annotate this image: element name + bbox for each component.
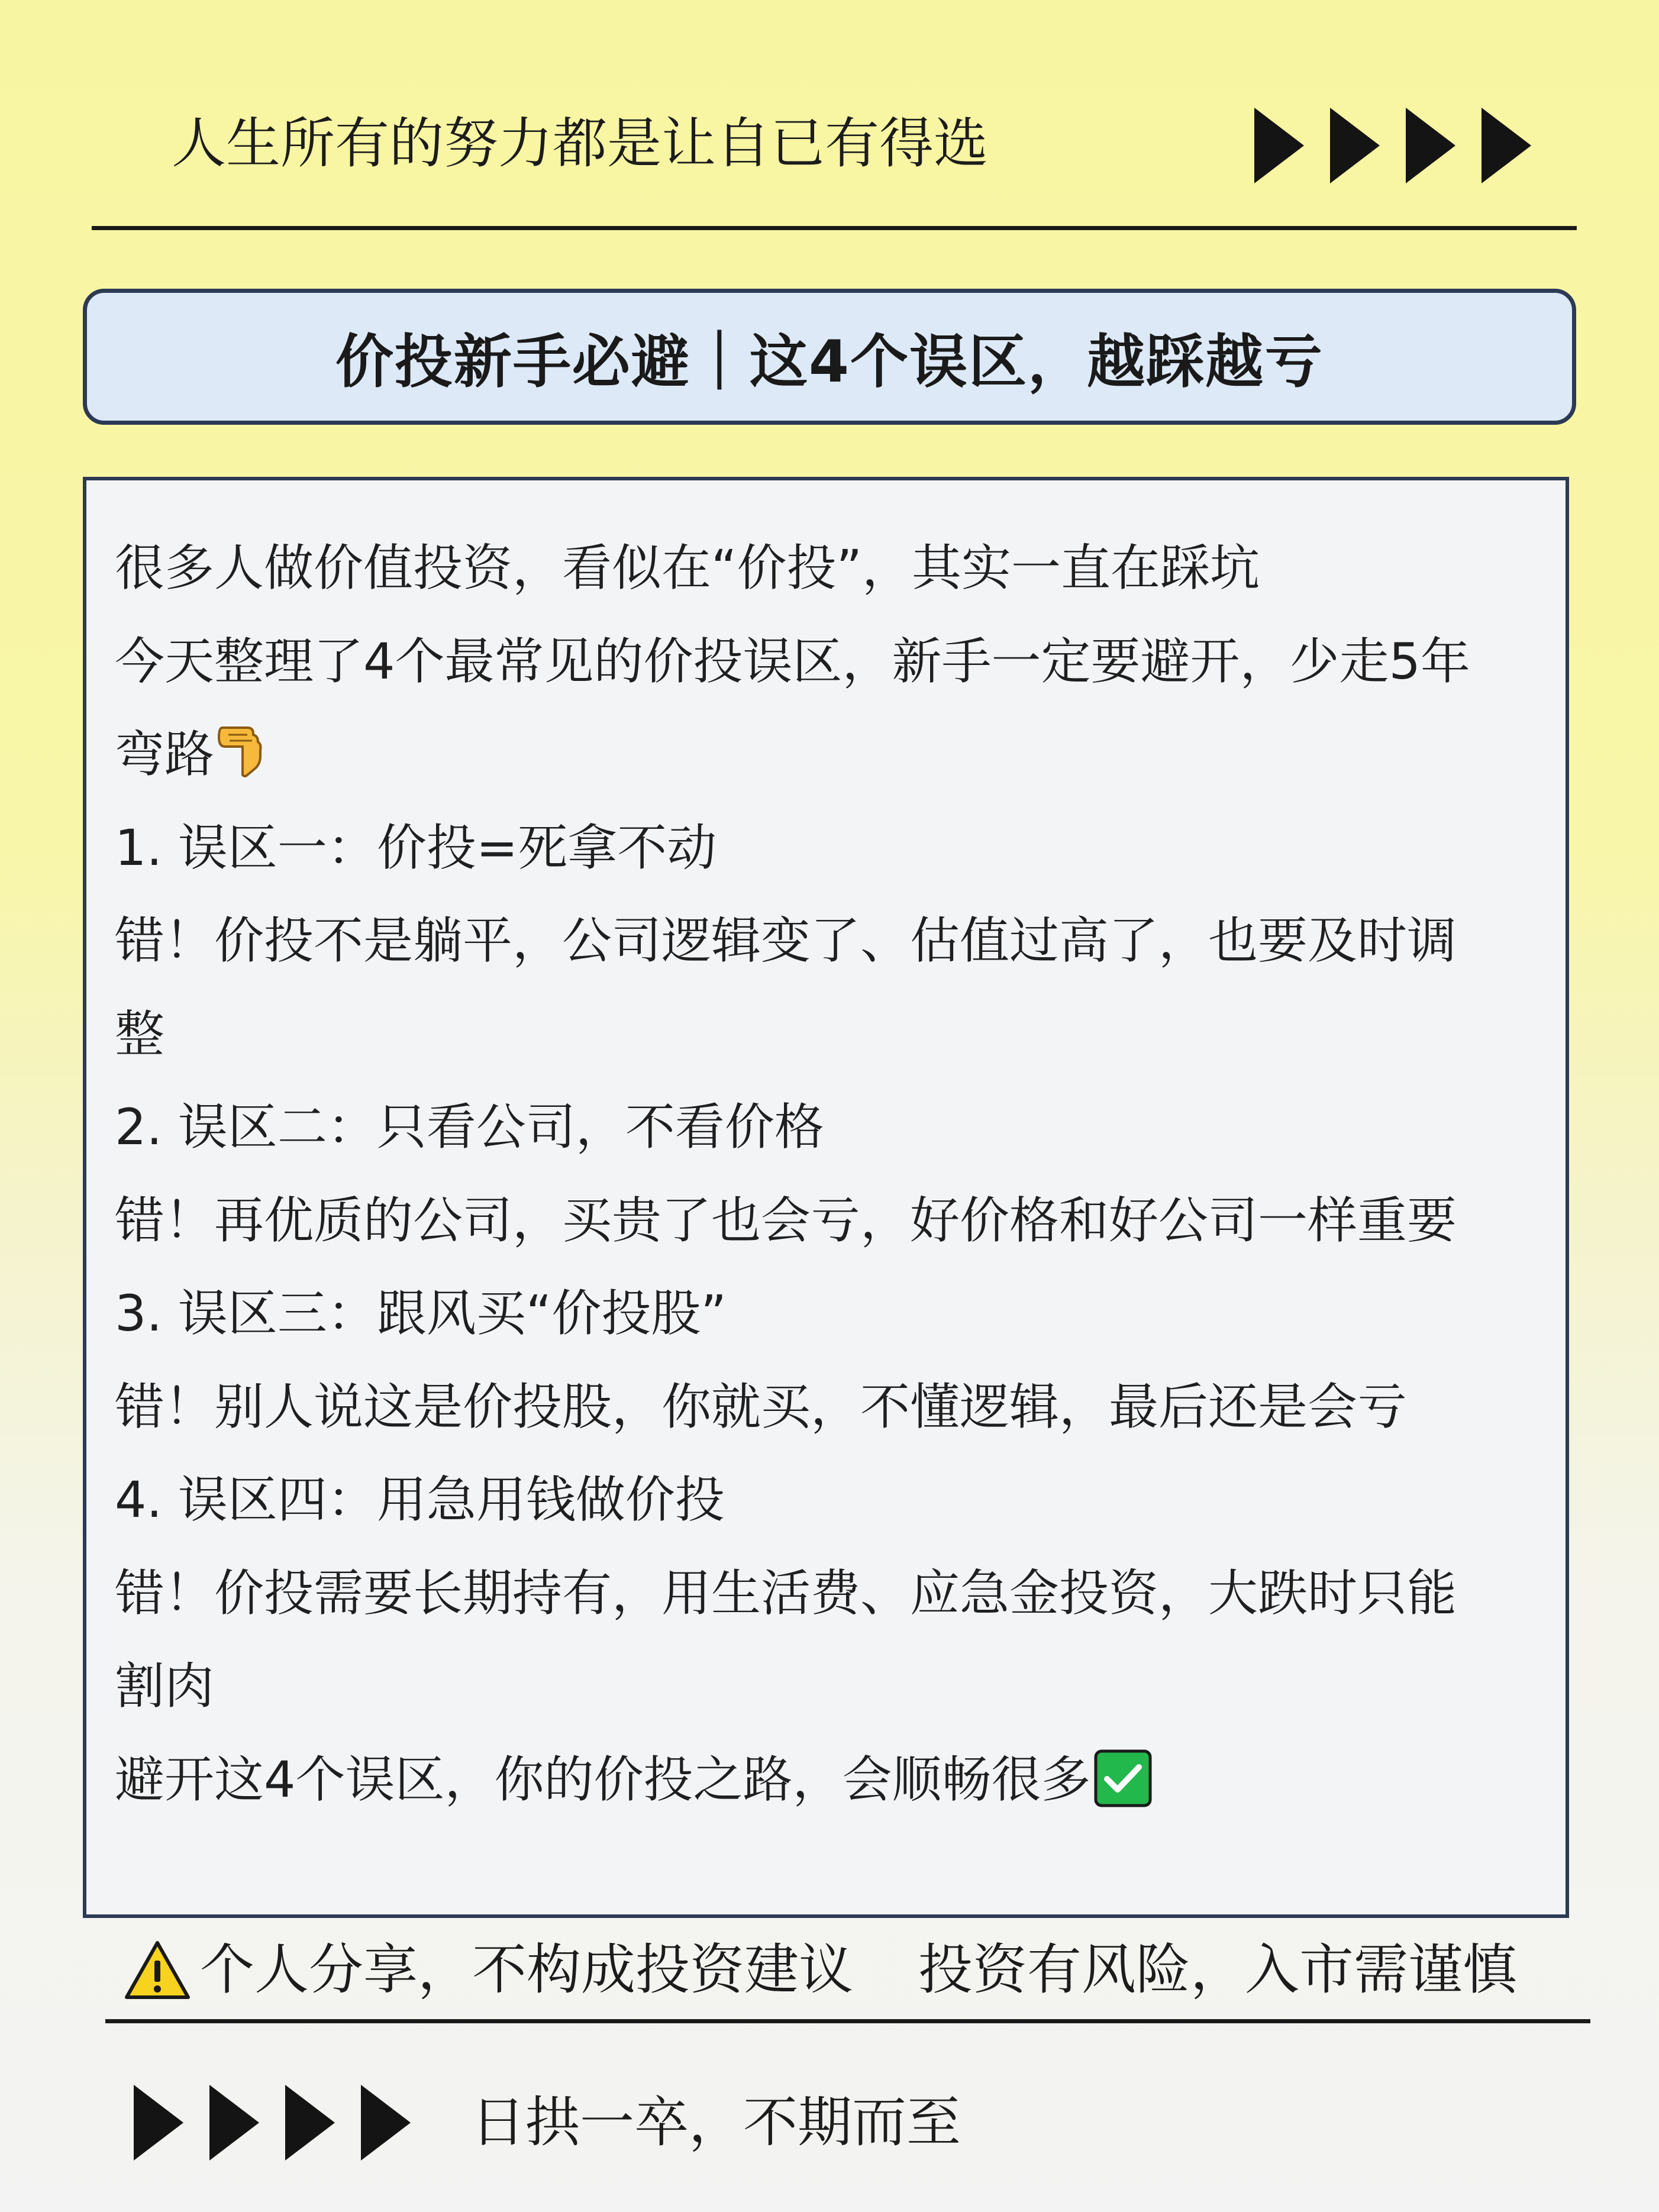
page-title: 价投新手必避｜这4个误区，越踩越亏 xyxy=(335,328,1324,396)
header-arrow-row xyxy=(1254,108,1531,183)
closing-text: 避开这4个误区，你的价投之路，会顺畅很多 xyxy=(115,1750,1091,1809)
item-2-answer: 错！再优质的公司，买贵了也会亏，好价格和好公司一样重要 xyxy=(115,1191,1457,1249)
content-card xyxy=(83,477,1569,1918)
closing-line xyxy=(115,1733,1542,1827)
item-3-heading: 3. 误区三：跟风买“价投股” xyxy=(115,1284,727,1342)
backhand-index-pointing-down-icon xyxy=(217,723,263,780)
footer-motto: 日拱一卒，不期而至 xyxy=(471,2091,961,2154)
play-triangle-icon xyxy=(1330,108,1380,183)
item-2-heading: 2. 误区二：只看公司，不看价格 xyxy=(115,1098,824,1156)
header-motto: 人生所有的努力都是让自已有得选 xyxy=(172,112,989,175)
play-triangle-icon xyxy=(1406,108,1455,183)
check-mark-button-icon xyxy=(1094,1749,1152,1807)
play-triangle-icon xyxy=(1482,108,1531,183)
item-1-answer-line-1: 错！价投不是躺平，公司逻辑变了、估值过高了，也要及时调 xyxy=(115,912,1457,970)
disclaimer-row xyxy=(123,1935,1517,2006)
item-4-heading: 4. 误区四：用急用钱做价投 xyxy=(115,1471,725,1529)
intro-line-3 xyxy=(115,708,1542,802)
intro-line-1: 很多人做价值投资，看似在“价投”，其实一直在踩坑 xyxy=(115,539,1260,597)
disclaimer-right-text: 投资有风险，入市需谨慎 xyxy=(918,1938,1518,2001)
play-triangle-icon xyxy=(361,2085,411,2161)
item-4-answer-line-1: 错！价投需要长期持有，用生活费、应急金投资，大跌时只能 xyxy=(115,1564,1457,1622)
content-text-block xyxy=(115,522,1542,1826)
intro-line-3-text: 弯路 xyxy=(115,725,215,783)
item-1-heading: 1. 误区一：价投=死拿不动 xyxy=(115,818,717,877)
play-triangle-icon xyxy=(209,2085,259,2161)
disclaimer-left-text: 个人分享，不构成投资建议 xyxy=(200,1938,854,2001)
item-3-answer: 错！别人说这是价投股，你就买，不懂逻辑，最后还是会亏 xyxy=(115,1377,1408,1436)
play-triangle-icon xyxy=(134,2085,183,2161)
header-divider xyxy=(92,226,1577,230)
footer-arrow-row xyxy=(134,2085,411,2161)
footer-divider xyxy=(105,2019,1590,2023)
warning-icon xyxy=(123,1939,192,2001)
item-4-answer-line-2: 割肉 xyxy=(115,1657,215,1715)
play-triangle-icon xyxy=(1254,108,1304,183)
item-1-answer-line-2: 整 xyxy=(115,1005,165,1063)
title-banner xyxy=(83,289,1576,425)
play-triangle-icon xyxy=(285,2085,335,2161)
intro-line-2: 今天整理了4个最常见的价投误区，新手一定要避开，少走5年 xyxy=(115,632,1470,690)
